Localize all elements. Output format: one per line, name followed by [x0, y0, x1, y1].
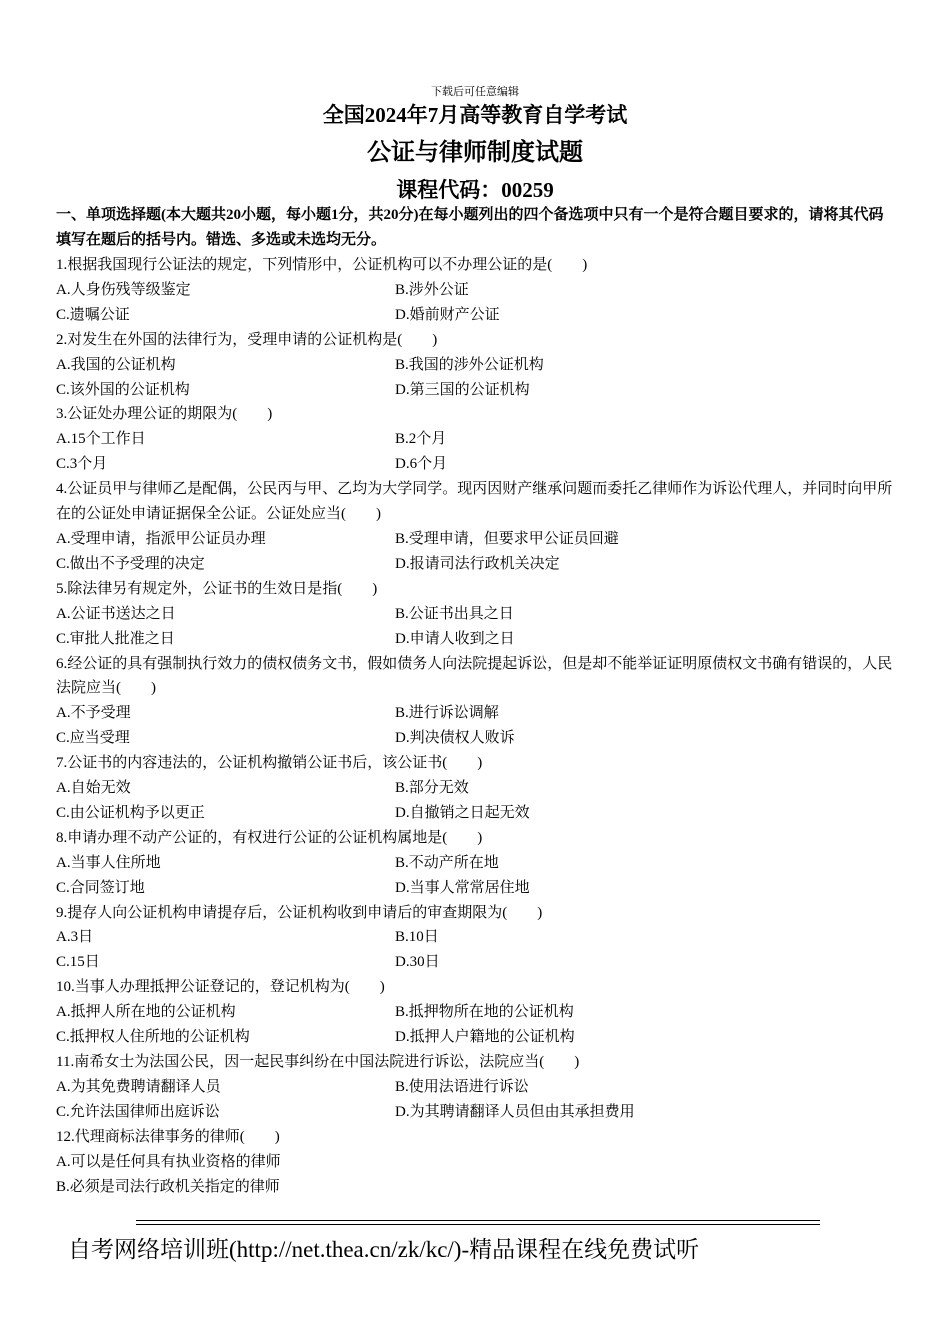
question-stem: 1.根据我国现行公证法的规定，下列情形中，公证机构可以不办理公证的是( )	[56, 257, 588, 273]
question-stem: 3.公证处办理公证的期限为( )	[56, 406, 273, 423]
option-row	[56, 925, 898, 950]
option-d: D.第三国的公证机构	[395, 381, 530, 398]
option-row	[56, 278, 898, 303]
question-stem: 11.南希女士为法国公民，因一起民事纠纷在中国法院进行诉讼，法院应当( )	[56, 1054, 580, 1070]
option-b: B.进行诉讼调解	[395, 705, 499, 722]
option-row	[56, 452, 898, 477]
option-b: B.不动产所在地	[395, 854, 499, 871]
question-stem: 9.提存人向公证机构申请提存后，公证机构收到申请后的审查期限为( )	[56, 904, 543, 921]
option-row	[56, 627, 898, 652]
option-b: B.2个月	[395, 431, 447, 448]
option-d: D.申请人收到之日	[395, 630, 515, 647]
option-a: A.为其免费聘请翻译人员	[56, 1078, 221, 1095]
option-c: C.由公证机构予以更正	[56, 804, 205, 821]
option-row	[56, 1025, 898, 1050]
option-c: C.审批人批准之日	[56, 630, 175, 647]
question-stem: 12.代理商标法律事务的律师( )	[56, 1128, 280, 1145]
option-d: D.抵押人户籍地的公证机构	[395, 1029, 575, 1046]
subject-title: 公证与律师制度试题	[367, 140, 583, 166]
question-list	[56, 253, 898, 1199]
option-d: D.判决债权人败诉	[395, 730, 515, 747]
option-d: D.婚前财产公证	[395, 306, 500, 323]
option-row	[56, 1100, 898, 1125]
option-d: D.自撤销之日起无效	[395, 804, 530, 821]
question-stem: 8.申请办理不动产公证的，有权进行公证的公证机构属地是( )	[56, 829, 483, 846]
top-note: 下载后可任意编辑	[431, 86, 519, 98]
option-row	[56, 1075, 898, 1100]
option-a: A.自始无效	[56, 780, 131, 797]
option-a: A.可以是任何具有执业资格的律师	[56, 1153, 281, 1170]
option-b: B.10日	[395, 929, 439, 946]
section-instructions: 一、单项选择题(本大题共20小题，每小题1分，共20分)在每小题列出的四个备选项中只有一个是符合题目要求的，请将其代码填写在题后的括号内。错选、多选或未选均无分。	[56, 207, 884, 248]
option-row	[56, 950, 898, 975]
option-row	[56, 378, 898, 403]
option-b: B.受理申请，但要求甲公证员回避	[395, 530, 619, 547]
exam-title: 全国2024年7月高等教育自学考试	[322, 103, 628, 127]
option-b: B.部分无效	[395, 780, 469, 797]
option-d: D.当事人常常居住地	[395, 879, 530, 896]
question-stem: 4.公证员甲与律师乙是配偶，公民丙与甲、乙均为大学同学。现丙因财产继承问题而委托乙律师作为诉讼代理人，并同时向甲所在的公证处申请证据保全公证。公证处应当( )	[56, 481, 893, 523]
option-c: C.合同签订地	[56, 879, 145, 896]
option-c: C.该外国的公证机构	[56, 381, 190, 398]
option-b: B.使用法语进行诉讼	[395, 1078, 529, 1095]
option-row	[56, 701, 898, 726]
course-code: 课程代码：00259	[396, 178, 554, 202]
footer-link-text[interactable]: 自考网络培训班(http://net.thea.cn/zk/kc/)-精品课程在线免费试听	[68, 1237, 700, 1262]
option-row	[56, 1000, 898, 1025]
option-row	[56, 876, 898, 901]
option-d: D.报请司法行政机关决定	[395, 555, 560, 572]
option-c: C.遗嘱公证	[56, 306, 130, 323]
option-row	[56, 851, 898, 876]
option-b: B.必须是司法行政机关指定的律师	[56, 1178, 280, 1195]
option-a: A.抵押人所在地的公证机构	[56, 1004, 236, 1021]
question-stem: 6.经公证的具有强制执行效力的债权债务文书，假如债务人向法院提起诉讼，但是却不能举证证明原债权文书确有错误的，人民法院应当( )	[56, 655, 893, 697]
option-b: B.我国的涉外公证机构	[395, 356, 544, 373]
option-d: D.为其聘请翻译人员但由其承担费用	[395, 1103, 635, 1120]
question-stem: 7.公证书的内容违法的，公证机构撤销公证书后，该公证书( )	[56, 755, 483, 772]
option-c: C.应当受理	[56, 730, 130, 747]
option-b: B.涉外公证	[395, 281, 469, 298]
option-row	[56, 602, 898, 627]
option-row	[56, 776, 898, 801]
option-a: A.3日	[56, 929, 94, 946]
option-a: A.人身伤残等级鉴定	[56, 281, 191, 298]
question-stem: 2.对发生在外国的法律行为，受理申请的公证机构是( )	[56, 331, 438, 348]
option-row	[56, 527, 898, 552]
option-c: C.3个月	[56, 456, 108, 473]
option-row	[56, 303, 898, 328]
option-a: A.我国的公证机构	[56, 356, 176, 373]
option-c: C.允许法国律师出庭诉讼	[56, 1103, 220, 1120]
option-a: A.受理申请，指派甲公证员办理	[56, 530, 266, 547]
option-a: A.公证书送达之日	[56, 605, 176, 622]
option-a: A.当事人住所地	[56, 854, 161, 871]
option-row	[56, 726, 898, 751]
question-stem: 5.除法律另有规定外，公证书的生效日是指( )	[56, 580, 378, 597]
option-row	[56, 427, 898, 452]
option-c: C.抵押权人住所地的公证机构	[56, 1029, 250, 1046]
option-b: B.抵押物所在地的公证机构	[395, 1004, 574, 1021]
option-d: D.30日	[395, 954, 440, 971]
question-stem: 10.当事人办理抵押公证登记的，登记机构为( )	[56, 979, 385, 996]
option-c: C.15日	[56, 954, 100, 971]
option-b: B.公证书出具之日	[395, 605, 514, 622]
option-a: A.不予受理	[56, 705, 131, 722]
option-a: A.15个工作日	[56, 431, 146, 448]
option-c: C.做出不予受理的决定	[56, 555, 205, 572]
option-d: D.6个月	[395, 456, 448, 473]
footer-divider	[136, 1220, 820, 1225]
option-row	[56, 353, 898, 378]
option-row	[56, 801, 898, 826]
option-row	[56, 552, 898, 577]
